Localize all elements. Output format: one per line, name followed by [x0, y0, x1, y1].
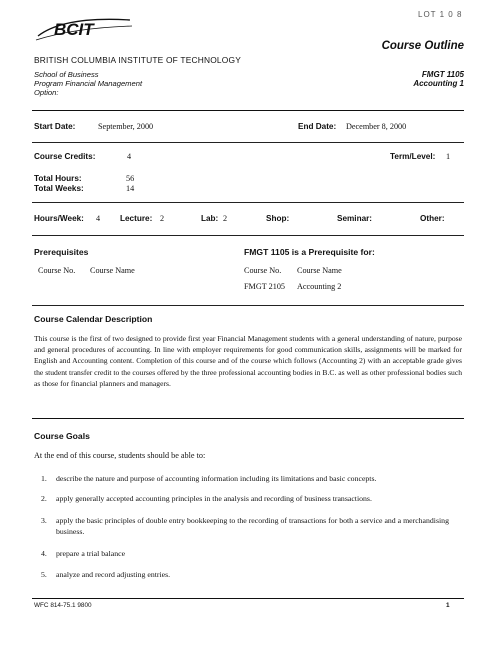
page-number: 1 — [446, 602, 450, 609]
program-name: Program Financial Management — [34, 79, 143, 88]
prereq-for-col-course-no: Course No. — [244, 266, 282, 275]
lab-label: Lab: — [201, 214, 219, 223]
document-title: Course Outline — [381, 40, 464, 52]
lab-value: 2 — [223, 214, 228, 223]
seminar-label: Seminar: — [337, 214, 373, 223]
goal-number: 5. — [41, 570, 47, 579]
goal-text: prepare a trial balance — [56, 549, 126, 558]
goal-text: analyze and record adjusting entries. — [56, 570, 171, 579]
hours-week-value: 4 — [96, 214, 101, 223]
goal-number: 4. — [41, 549, 47, 558]
totals-divider — [32, 202, 464, 203]
header-divider — [32, 110, 464, 111]
goal-number: 2. — [41, 494, 47, 503]
institution-name: BRITISH COLUMBIA INSTITUTE OF TECHNOLOGY — [34, 55, 242, 65]
lecture-value: 2 — [160, 214, 165, 223]
prereq-for-col-course-name: Course Name — [297, 266, 342, 275]
total-hours-label: Total Hours: — [34, 174, 82, 183]
hours-week-label: Hours/Week: — [34, 214, 84, 223]
prereq-col-course-no: Course No. — [38, 266, 76, 275]
goal-text: describe the nature and purpose of accounting information including its limitations and basic concepts. — [56, 474, 377, 483]
prereq-col-course-name: Course Name — [90, 266, 135, 275]
course-credits-value: 4 — [127, 152, 132, 161]
prerequisites-heading: Prerequisites — [34, 247, 89, 257]
footer-divider — [32, 598, 464, 599]
form-number: WFC 814-75.1 9800 — [34, 602, 92, 609]
logo-wordmark: BCIT — [54, 20, 94, 39]
goal-text: apply the basic principles of double entry bookkeeping to the recording of transactions for both a service and a merchandising business. — [56, 516, 449, 536]
shop-label: Shop: — [266, 214, 290, 223]
option-label: Option: — [34, 88, 59, 97]
prerequisite-for-heading: FMGT 1105 is a Prerequisite for: — [244, 247, 375, 257]
term-level-value: 1 — [446, 152, 451, 161]
prereq-for-row-course-name: Accounting 2 — [297, 282, 342, 291]
start-date-label: Start Date: — [34, 122, 76, 131]
dates-divider — [32, 142, 464, 143]
course-name: Accounting 1 — [413, 79, 464, 88]
term-level-label: Term/Level: — [390, 152, 436, 161]
calendar-divider — [32, 418, 464, 419]
lecture-label: Lecture: — [120, 214, 153, 223]
goal-number: 1. — [41, 474, 47, 483]
end-date-label: End Date: — [298, 122, 337, 131]
total-weeks-label: Total Weeks: — [34, 184, 84, 193]
other-label: Other: — [420, 214, 445, 223]
calendar-description-heading: Course Calendar Description — [34, 314, 153, 324]
bcit-logo — [34, 14, 134, 42]
course-goals-intro: At the end of this course, students should be able to: — [34, 451, 206, 460]
goal-text: apply generally accepted accounting principles in the analysis and recording of business transactions. — [56, 494, 372, 503]
total-hours-value: 56 — [126, 174, 135, 183]
prereq-divider — [32, 305, 464, 306]
school-name: School of Business — [34, 70, 99, 79]
prereq-for-row-course-no: FMGT 2105 — [244, 282, 286, 291]
course-credits-label: Course Credits: — [34, 152, 96, 161]
calendar-description-text: This course is the first of two designed to provide first year Financial Management students with a general understanding of nature, purpose and general procedures of accounting. In line with employer requirements for good communication skills, assignments will be marked for English and Accounting content. Completion of this course and of the course which follows (Accounting 2) with an acceptable grade gives the student transfer credit to the courses offered by the three professional accounting bodies in B.C. as well as other professional bodies such as those for financial planners and managers. — [34, 334, 462, 388]
document-stamp: LOT 1 0 8 — [418, 10, 463, 19]
course-code: FMGT 1105 — [421, 70, 464, 79]
total-weeks-value: 14 — [126, 184, 135, 193]
end-date-value: December 8, 2000 — [346, 122, 407, 131]
course-goals-heading: Course Goals — [34, 431, 90, 441]
start-date-value: September, 2000 — [98, 122, 154, 131]
hours-divider — [32, 235, 464, 236]
goal-number: 3. — [41, 516, 47, 525]
